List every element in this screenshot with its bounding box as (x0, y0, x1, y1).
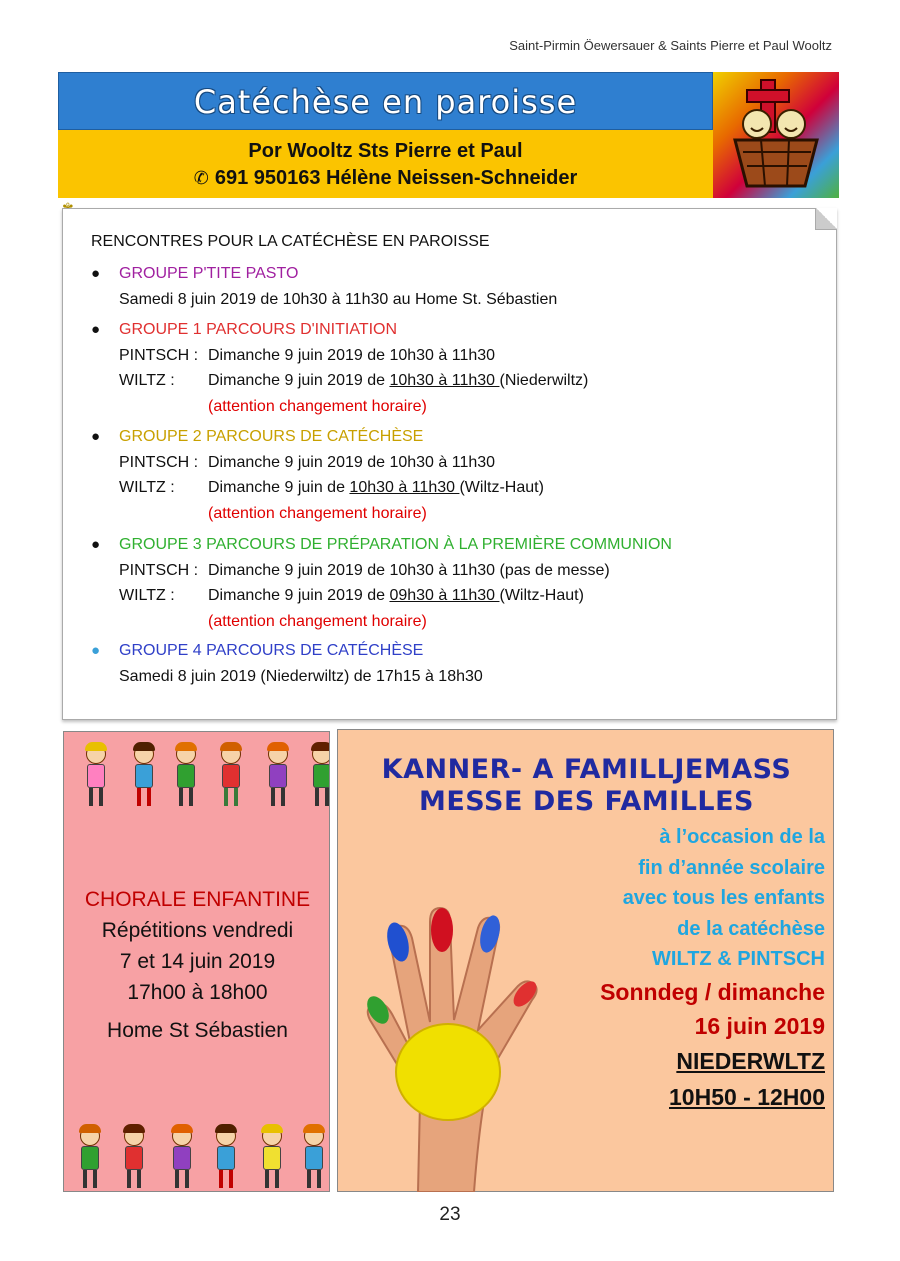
mass-info-line: à l’occasion de la (659, 826, 825, 848)
wiltz-label: WILTZ : (119, 479, 175, 496)
group-name: GROUPE 2 PARCOURS DE CATÉCHÈSE (119, 428, 424, 445)
wiltz-place: (Wiltz-Haut) (459, 479, 544, 496)
wiltz-schedule: Dimanche 9 juin 2019 de (208, 372, 390, 389)
wiltz-time: 09h30 à 11h30 (389, 587, 500, 604)
group-name: GROUPE 4 PARCOURS DE CATÉCHÈSE (119, 642, 424, 659)
title-banner (58, 72, 713, 130)
group-3 (91, 532, 672, 634)
contact-phone: 691 950163 Hélène Neissen-Schneider (214, 167, 578, 189)
group-schedule: Samedi 8 juin 2019 (Niederwiltz) de 17h15 à 18h30 (119, 667, 483, 685)
pintsch-label: PINTSCH : (119, 346, 199, 364)
bullet-icon: ● (91, 536, 101, 553)
schedule-change-warning: (attention changement horaire) (208, 397, 427, 415)
group-ptite-pasto (91, 261, 557, 312)
page-fold-corner (815, 208, 837, 230)
contact-banner (58, 130, 713, 198)
mass-info-line: de la catéchèse (677, 917, 825, 940)
chorale-time: 17h00 à 18h00 (127, 981, 268, 1004)
pintsch-label: PINTSCH : (119, 561, 199, 579)
page-header-text: Saint-Pirmin Öewersauer & Saints Pierre et Paul Wooltz (509, 38, 832, 53)
chorale-dates: 7 et 14 juin 2019 (119, 950, 276, 973)
wiltz-place: (Niederwiltz) (499, 372, 589, 389)
chorale-rehearsals: Répétitions vendredi (101, 919, 294, 942)
pintsch-schedule: Dimanche 9 juin 2019 de 10h30 à 11h30 (pas de messe) (208, 561, 610, 579)
catechese-heading: RENCONTRES POUR LA CATÉCHÈSE EN PAROISSE (91, 233, 490, 250)
phone-icon: ✆ (193, 168, 209, 188)
wiltz-schedule: Dimanche 9 juin de (208, 479, 350, 496)
group-schedule: Samedi 8 juin 2019 de 10h30 à 11h30 au Home St. Sébastien (119, 290, 558, 308)
wiltz-label: WILTZ : (119, 587, 175, 604)
mass-title-fr: MESSE DES FAMILLES (419, 786, 754, 817)
page-title: Catéchèse en paroisse (193, 83, 578, 121)
wiltz-schedule: Dimanche 9 juin 2019 de (208, 587, 390, 604)
bullet-icon: ● (91, 428, 101, 445)
parish-subtitle: Por Wooltz Sts Pierre et Paul (248, 140, 523, 162)
group-name: GROUPE P'TITE PASTO (119, 265, 299, 282)
children-illustration (72, 1118, 330, 1188)
wiltz-place: (Wiltz-Haut) (499, 587, 584, 604)
wiltz-label: WILTZ : (119, 372, 175, 389)
pintsch-schedule: Dimanche 9 juin 2019 de 10h30 à 11h30 (208, 346, 496, 364)
wiltz-time: 10h30 à 11h30 (349, 479, 460, 496)
group-1 (91, 317, 588, 419)
group-name: GROUPE 1 PARCOURS D'INITIATION (119, 321, 398, 338)
bullet-icon: ● (91, 642, 101, 659)
chorale-panel (63, 731, 330, 1192)
group-2 (91, 424, 544, 526)
wiltz-time: 10h30 à 11h30 (389, 372, 500, 389)
mass-title-lux: KANNER- A FAMILLJEMASS (381, 754, 792, 785)
mass-info-line: fin d’année scolaire (638, 856, 825, 879)
children-illustration (72, 736, 330, 806)
chorale-place: Home St Sébastien (107, 1019, 288, 1042)
mass-time: 10H50 - 12H00 (669, 1083, 825, 1110)
mass-place: NIEDERWLTZ (676, 1047, 825, 1074)
chorale-title: CHORALE ENFANTINE (84, 888, 311, 911)
group-4 (91, 638, 483, 689)
mass-info-line: avec tous les enfants (622, 887, 825, 909)
catechese-logo (713, 72, 839, 198)
mass-day: Sonndeg / dimanche (600, 978, 825, 1005)
mass-date: 16 juin 2019 (694, 1012, 825, 1039)
pintsch-schedule: Dimanche 9 juin 2019 de 10h30 à 11h30 (208, 453, 496, 471)
bullet-icon: ● (91, 265, 101, 282)
group-name: GROUPE 3 PARCOURS DE PRÉPARATION À LA PREMIÈRE COMMUNION (119, 536, 672, 553)
painted-hand-image (350, 902, 550, 1192)
schedule-change-warning: (attention changement horaire) (208, 504, 427, 522)
page-number: 23 (439, 1204, 461, 1225)
catechese-card (62, 208, 837, 720)
bullet-icon: ● (91, 321, 101, 338)
schedule-change-warning: (attention changement horaire) (208, 612, 427, 630)
pintsch-label: PINTSCH : (119, 453, 199, 471)
mass-info-line: WILTZ & PINTSCH (652, 948, 825, 970)
